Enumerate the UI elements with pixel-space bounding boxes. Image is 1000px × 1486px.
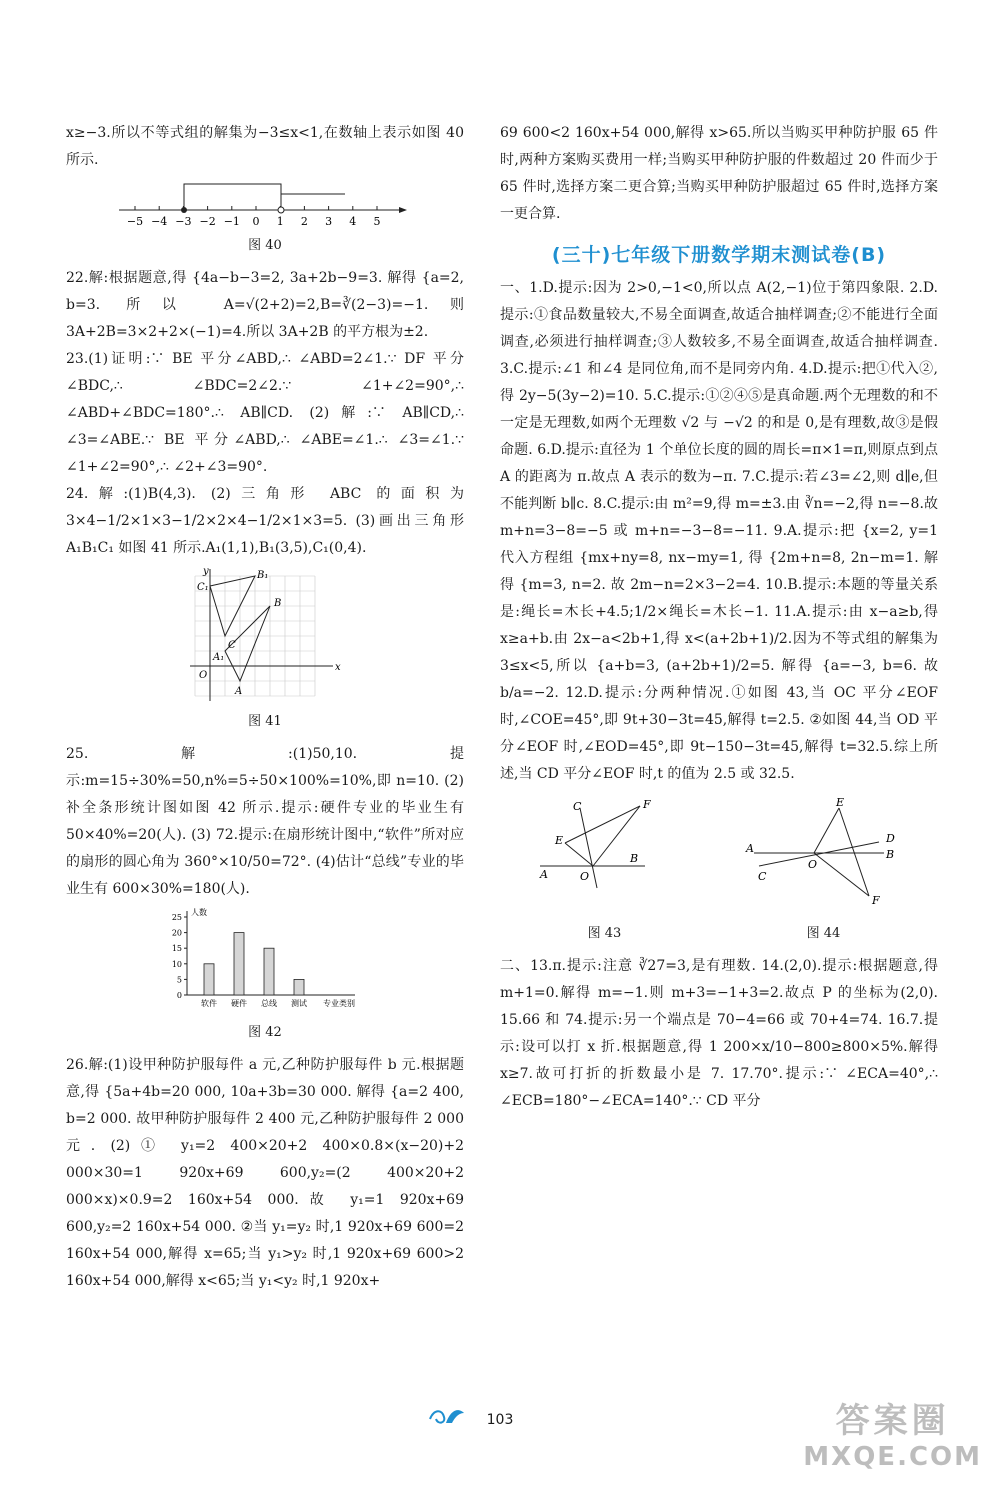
svg-text:y: y xyxy=(203,566,209,577)
category-label: 软件 xyxy=(201,999,217,1008)
svg-text:x: x xyxy=(335,662,341,673)
bar xyxy=(294,979,304,995)
number-line-label: −2 xyxy=(199,215,216,228)
figure-42-bar-chart xyxy=(155,907,375,1017)
svg-text:E: E xyxy=(835,798,844,809)
right-column xyxy=(500,120,938,1115)
number-line-label: 2 xyxy=(300,215,308,228)
number-line-label: 0 xyxy=(252,215,260,228)
svg-text:D: D xyxy=(885,832,895,845)
number-line-label: 3 xyxy=(325,215,333,228)
svg-text:O: O xyxy=(199,670,208,681)
svg-text:B₁: B₁ xyxy=(257,570,269,581)
bar xyxy=(204,964,214,995)
question-25: 25.解:(1)50,10.提示:m=15÷30%=50,n%=5÷50×100%=10%,即 n=10. (2)补全条形统计图如图 42 所示.提示:硬件专业的毕业生有 50×40%=20(人). (3) 72.提示:在扇形统计图中,“软件”所对应的扇形的圆心角为 360°×10/50=72°. (4)估计“总线”专业的毕业生有 600×30%=180(人). xyxy=(66,746,464,897)
number-line-label: −1 xyxy=(223,215,240,228)
svg-text:A: A xyxy=(539,868,548,881)
figure-41-grid xyxy=(185,566,345,706)
left-column xyxy=(66,120,464,1295)
y-tick-label: 5 xyxy=(176,975,182,985)
section-2-answers: 二、13.π.提示:注意 ∛27=3,是有理数. 14.(2,0).提示:根据题意,得 m+1=0.解得 m=−1.则 m+3=−1+3=2.故点 P 的坐标为(2,0). 15.66 和 74.提示:另一个端点是 70−4=66 或 70+4=74. 16.7.提示:设可以打 x 折.根据题意,得 1 200×x/10−800≥800×5%.解得 x≥7.故可打折的折数最小是 7. 17.70°.提示:∵ ∠ECA=40°,∴ ∠ECB=180°−∠ECA=140°.∵ CD 平分 xyxy=(500,958,938,1109)
figure-44-diagram xyxy=(744,798,904,908)
y-tick-label: 0 xyxy=(176,991,182,1000)
svg-text:A: A xyxy=(745,842,754,855)
figure-41-caption: 图 41 xyxy=(248,714,282,729)
svg-text:O: O xyxy=(807,858,817,871)
test-title-banner: (三十)七年级下册数学期末测试卷(B) xyxy=(551,244,887,266)
bar xyxy=(264,948,274,995)
question-26-continued: 69 600<2 160x+54 000,解得 x>65.所以当购买甲种防护服 65 件时,两种方案购买费用一样;当购买甲种防护服的件数超过 20 件而少于 65 件时,选择方案二更合算;当购买甲种防护服超过 65 件时,选择方案一更合算. xyxy=(500,125,938,222)
y-axis-label: 人数 xyxy=(191,908,207,917)
svg-text:F: F xyxy=(642,798,651,811)
figure-42-caption: 图 42 xyxy=(248,1025,282,1040)
svg-text:A₁: A₁ xyxy=(213,652,225,663)
svg-text:C: C xyxy=(572,800,581,813)
number-line-label: 5 xyxy=(373,215,381,228)
y-tick-label: 15 xyxy=(171,944,182,954)
question-23: 23.(1)证明:∵ BE 平分∠ABD,∴ ∠ABD=2∠1.∵ DF 平分∠BDC,∴ ∠BDC=2∠2.∵ ∠1+∠2=90°,∴ ∠ABD+∠BDC=180°.∴ AB∥CD. (2)解:∵ AB∥CD,∴ ∠3=∠ABE.∵ BE 平分∠ABD,∴ ∠ABE=∠1.∴ ∠3=∠1.∵ ∠1+∠2=90°,∴ ∠2+∠3=90°. xyxy=(66,351,464,475)
question-24: 24.解:(1)B(4,3). (2)三角形 ABC 的面积为 3×4−1/2×1×3−1/2×2×4−1/2×1×3=5. (3)画出三角形 A₁B₁C₁ 如图 41 所示.A₁(1,1),B₁(3,5),C₁(0,4). xyxy=(66,486,464,556)
watermark-logo: 答案圈 MXQE.COM xyxy=(803,1401,982,1472)
figure-43: C F E A O B 图 43 xyxy=(535,798,675,953)
category-label: 总线 xyxy=(261,999,277,1008)
category-label: 测试 xyxy=(291,999,307,1008)
number-line-label: −4 xyxy=(151,215,168,228)
page-number: 103 xyxy=(486,1412,514,1428)
y-tick-label: 25 xyxy=(171,913,182,922)
svg-text:F: F xyxy=(871,894,880,907)
category-label: 硬件 xyxy=(231,999,247,1008)
svg-text:B: B xyxy=(629,852,638,865)
x-axis-label: 专业类别 xyxy=(323,999,355,1008)
figure-44: E D A B C O F 图 44 xyxy=(744,798,904,953)
figure-43-diagram xyxy=(535,798,675,908)
y-tick-label: 20 xyxy=(171,928,182,938)
number-line-label: 1 xyxy=(276,215,284,228)
figure-40-caption: 图 40 xyxy=(248,238,282,253)
paragraph-inequality-solution: x≥−3.所以不等式组的解集为−3≤x<1,在数轴上表示如图 40 所示. xyxy=(66,125,464,168)
svg-text:C₁: C₁ xyxy=(197,582,209,593)
svg-text:A: A xyxy=(235,686,243,697)
question-26: 26.解:(1)设甲种防护服每件 a 元,乙种防护服每件 b 元.根据题意,得 {5a+4b=20 000, 10a+3b=30 000. 解得 {a=2 400, b=2 000. 故甲种防护服每件 2 400 元,乙种防护服每件 2 000 元. (2)① y₁=2 400×20+2 400×0.8×(x−20)+2 000×30=1 920x+69 600,y₂=(2 400×20+2 000×x)×0.9=2 160x+54 000.故 y₁=1 920x+69 600,y₂=2 160x+54 000. ②当 y₁=y₂ 时,1 920x+69 600=2 160x+54 000,解得 x=65;当 y₁>y₂ 时,1 920x+69 600>2 160x+54 000,解得 x<65;当 y₁<y₂ 时,1 920x+ xyxy=(66,1057,464,1289)
bar xyxy=(234,933,244,995)
svg-text:B: B xyxy=(885,848,894,861)
svg-text:B: B xyxy=(274,598,282,609)
number-line-label: −3 xyxy=(175,215,192,228)
svg-text:E: E xyxy=(554,834,563,847)
question-22: 22.解:根据题意,得 {4a−b−3=2, 3a+2b−9=3. 解得 {a=2, b=3. 所以 A=√(2+2)=2,B=∛(2−3)=−1.则 3A+2B=3×2+2×(−1)=4.所以 3A+2B 的平方根为±2. xyxy=(66,270,464,340)
svg-text:O: O xyxy=(579,870,589,883)
svg-text:C: C xyxy=(757,870,766,883)
figure-40-number-line xyxy=(115,178,415,230)
section-1-answers: 一、1.D.提示:因为 2>0,−1<0,所以点 A(2,−1)位于第四象限. 2.D.提示:①食品数量较大,不易全面调查,故适合抽样调查;②不能进行全面调查,必须进行抽样调查;③人数较多,不易全面调查,故适合抽样调查. 3.C.提示:∠1 和∠4 是同位角,而不是同旁内角. 4.D.提示:把①代入②,得 2y−5(3y−2)=10. 5.C.提示:①②④⑤是真命题.两个无理数的和不一定是无理数,如两个无理数 √2 与 −√2 的和是 0,是有理数,故③是假命题. 6.D.提示:直径为 1 个单位长度的圆的周长=π×1=π,则原点到点 A 的距离为 π.故点 A 表示的数为−π. 7.C.提示:若∠3=∠2,则 d∥e,但不能判断 b∥c. 8.C.提示:由 m²=9,得 m=±3.由 ∛n=−2,得 n=−8.故 m+n=3−8=−5 或 m+n=−3−8=−11. 9.A.提示:把 {x=2, y=1 代入方程组 {mx+ny=8, nx−my=1, 得 {2m+n=8, 2n−m=1. 解得 {m=3, n=2. 故 2m−n=2×3−2=4. 10.B.提示:本题的等量关系是:绳长=木长+4.5;1/2×绳长=木长−1. 11.A.提示:由 x−a≥b,得 x≥a+b.由 2x−a<2b+1,得 x<(a+2b+1)/2.因为不等式组的解集为 3≤x<5,所以 {a+b=3, (a+2b+1)/2=5. 解得 {a=−3, b=6. 故 b/a=−2. 12.D.提示:分两种情况.①如图 43,当 OC 平分∠EOF 时,∠COE=45°,即 9t+30−3t=45,解得 t=2.5. ②如图 44,当 OD 平分∠EOF 时,∠EOD=45°,即 9t−150−3t=45,解得 t=32.5.综上所述,当 CD 平分∠EOF 时,t 的值为 2.5 或 32.5. xyxy=(500,280,938,782)
number-line-label: −5 xyxy=(126,215,144,228)
figures-43-44 xyxy=(500,798,938,953)
y-tick-label: 10 xyxy=(171,959,182,969)
svg-text:C: C xyxy=(228,640,236,651)
number-line-label: 4 xyxy=(349,215,357,228)
